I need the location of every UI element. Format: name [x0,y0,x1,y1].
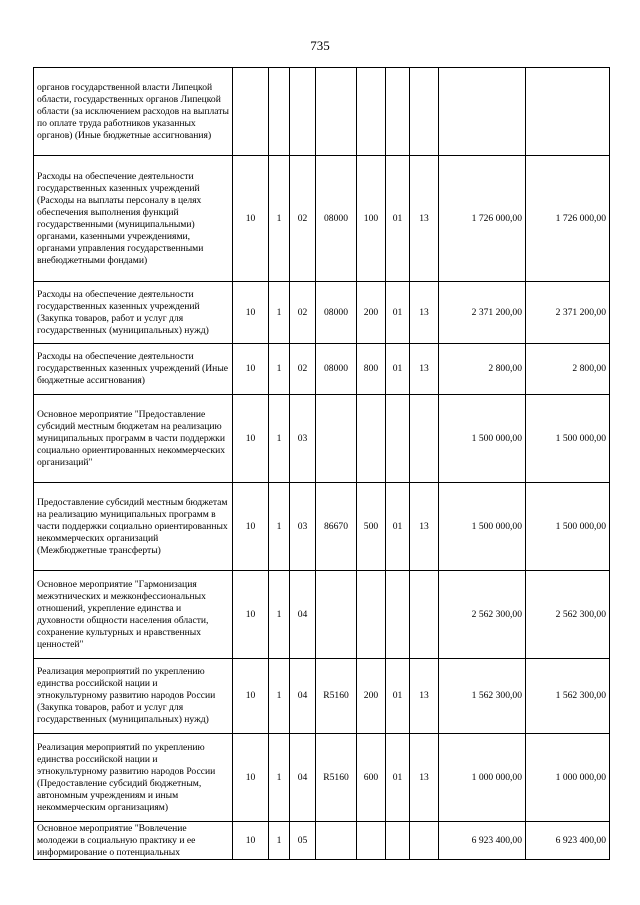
cell-admin: 10 [233,395,269,483]
cell-subprogram: 1 [269,571,290,659]
cell-subsection [410,571,439,659]
page-number: 735 [310,38,330,53]
cell-section: 01 [386,659,410,734]
cell-amount-2: 6 923 400,00 [526,822,610,860]
cell-direction: R5160 [316,659,357,734]
row-name: Расходы на обеспечение деятельности государственных казенных учреждений (Расходы на выплаты персоналу в целях обеспечения выполнения функций государственными (муниципальными) органами, казенными учреждениями, органами управления государственными внебюджетными фондами) [34,156,233,282]
cell-direction [316,395,357,483]
cell-subsection: 13 [410,734,439,822]
cell-expense-type: 600 [357,734,386,822]
cell-amount-1: 1 000 000,00 [439,734,526,822]
cell-event [290,68,316,156]
cell-amount-2: 1 000 000,00 [526,734,610,822]
row-name: органов государственной власти Липецкой области, государственных органов Липецкой области (за исключением расходов на выплаты по оплате труда работников указанных органов) (Иные бюджетные ассигнования) [34,68,233,156]
cell-subsection: 13 [410,659,439,734]
cell-event: 03 [290,483,316,571]
cell-amount-1: 2 371 200,00 [439,282,526,344]
table-row [34,822,610,860]
cell-subprogram: 1 [269,659,290,734]
cell-subprogram: 1 [269,156,290,282]
cell-subprogram: 1 [269,282,290,344]
cell-admin: 10 [233,483,269,571]
cell-expense-type: 100 [357,156,386,282]
cell-expense-type [357,571,386,659]
cell-section: 01 [386,344,410,395]
cell-subprogram: 1 [269,822,290,860]
row-name: Реализация мероприятий по укреплению единства российской нации и этнокультурному развитию народов России (Предоставление субсидий бюджетным, автономным учреждениям и иным некоммерческим организациям) [34,734,233,822]
cell-event: 04 [290,571,316,659]
cell-expense-type [357,395,386,483]
table-row [34,571,610,659]
cell-expense-type: 200 [357,659,386,734]
row-name: Предоставление субсидий местным бюджетам на реализацию муниципальных программ в части поддержки социально ориентированных некоммерческих организаций (Межбюджетные трансферты) [34,483,233,571]
cell-section: 01 [386,282,410,344]
cell-subprogram: 1 [269,344,290,395]
cell-admin: 10 [233,282,269,344]
cell-section: 01 [386,734,410,822]
cell-subsection [410,395,439,483]
cell-subprogram: 1 [269,395,290,483]
cell-event: 03 [290,395,316,483]
cell-admin: 10 [233,659,269,734]
cell-section [386,822,410,860]
cell-amount-1: 1 500 000,00 [439,483,526,571]
cell-direction: 08000 [316,344,357,395]
cell-event: 05 [290,822,316,860]
cell-admin: 10 [233,734,269,822]
cell-amount-2: 1 500 000,00 [526,483,610,571]
table-row [34,282,610,344]
cell-amount-1: 2 562 300,00 [439,571,526,659]
cell-subsection [410,68,439,156]
table-row [34,68,610,156]
table-row [34,734,610,822]
budget-table [33,67,610,860]
cell-amount-1: 6 923 400,00 [439,822,526,860]
cell-amount-2 [526,68,610,156]
cell-direction: 08000 [316,282,357,344]
cell-event: 02 [290,344,316,395]
cell-expense-type: 800 [357,344,386,395]
cell-event: 02 [290,282,316,344]
cell-amount-1 [439,68,526,156]
cell-direction: 86670 [316,483,357,571]
cell-subprogram: 1 [269,483,290,571]
cell-direction: 08000 [316,156,357,282]
cell-direction [316,571,357,659]
cell-amount-2: 2 800,00 [526,344,610,395]
cell-amount-1: 2 800,00 [439,344,526,395]
row-name: Основное мероприятие "Гармонизация межэтнических и межконфессиональных отношений, укрепление единства и духовности общности населения области, сохранение культурных и нравственных ценностей" [34,571,233,659]
row-name: Основное мероприятие "Предоставление субсидий местным бюджетам на реализацию муниципальных программ в части поддержки социально ориентированных некоммерческих организаций" [34,395,233,483]
cell-expense-type: 500 [357,483,386,571]
cell-subsection [410,822,439,860]
cell-event: 04 [290,659,316,734]
cell-amount-2: 1 562 300,00 [526,659,610,734]
cell-subprogram [269,68,290,156]
cell-amount-1: 1 562 300,00 [439,659,526,734]
cell-expense-type [357,68,386,156]
row-name: Реализация мероприятий по укреплению единства российской нации и этнокультурному развитию народов России (Закупка товаров, работ и услуг для государственных (муниципальных) нужд) [34,659,233,734]
cell-direction: R5160 [316,734,357,822]
table-row [34,344,610,395]
cell-admin [233,68,269,156]
cell-subsection: 13 [410,282,439,344]
cell-subprogram: 1 [269,734,290,822]
cell-expense-type: 200 [357,282,386,344]
cell-direction [316,822,357,860]
cell-subsection: 13 [410,344,439,395]
row-name: Основное мероприятие "Вовлечение молодежи в социальную практику и ее информирование о потенциальных [34,822,233,860]
cell-amount-2: 2 562 300,00 [526,571,610,659]
cell-admin: 10 [233,156,269,282]
table-row [34,483,610,571]
cell-admin: 10 [233,571,269,659]
cell-amount-2: 2 371 200,00 [526,282,610,344]
cell-event: 04 [290,734,316,822]
row-name: Расходы на обеспечение деятельности государственных казенных учреждений (Закупка товаров, работ и услуг для государственных (муниципальных) нужд) [34,282,233,344]
cell-amount-1: 1 500 000,00 [439,395,526,483]
cell-admin: 10 [233,344,269,395]
cell-amount-2: 1 726 000,00 [526,156,610,282]
cell-section: 01 [386,156,410,282]
cell-section: 01 [386,483,410,571]
cell-event: 02 [290,156,316,282]
row-name: Расходы на обеспечение деятельности государственных казенных учреждений (Иные бюджетные ассигнования) [34,344,233,395]
cell-expense-type [357,822,386,860]
cell-section [386,395,410,483]
cell-subsection: 13 [410,483,439,571]
cell-admin: 10 [233,822,269,860]
table-row [34,395,610,483]
cell-section [386,68,410,156]
cell-direction [316,68,357,156]
cell-amount-1: 1 726 000,00 [439,156,526,282]
cell-amount-2: 1 500 000,00 [526,395,610,483]
cell-subsection: 13 [410,156,439,282]
table-row [34,659,610,734]
table-row [34,156,610,282]
cell-section [386,571,410,659]
